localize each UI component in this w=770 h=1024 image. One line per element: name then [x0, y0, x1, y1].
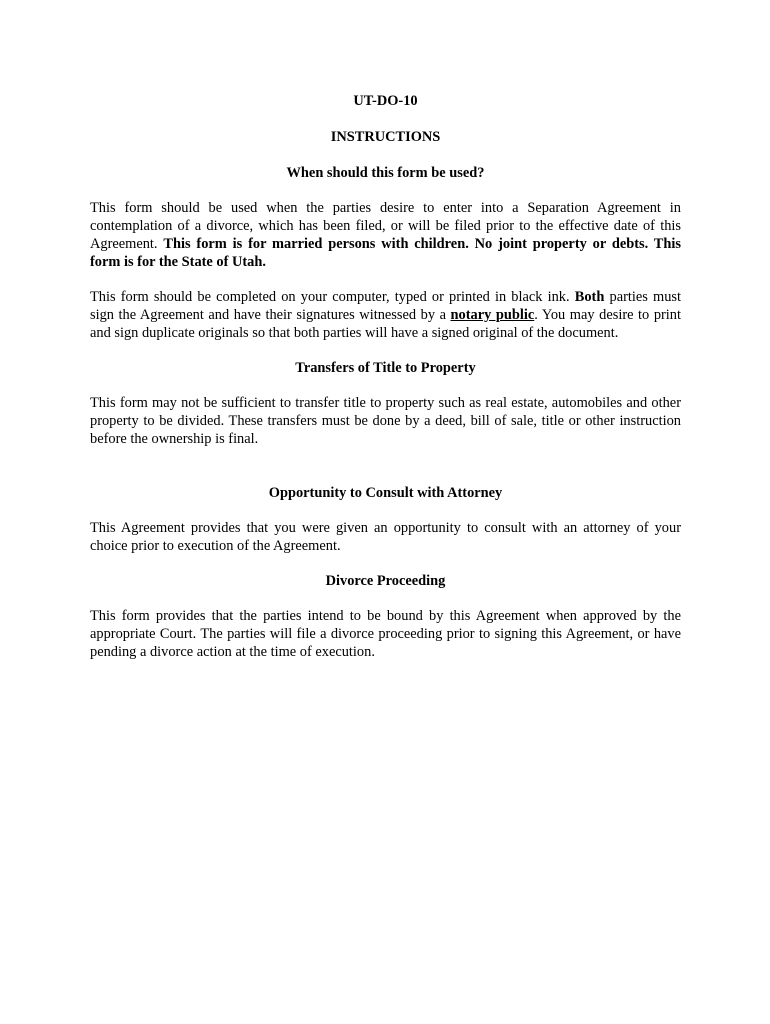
completion-text-a: This form should be completed on your computer, typed or printed in black ink.: [90, 289, 575, 305]
when-used-text: This form should be used when the parties desire to enter into a Separation Agreement in contemplation of a divorce, which has been filed, or will be filed prior to the effective date of this Agreement.: [90, 200, 681, 252]
transfers-heading: Transfers of Title to Property: [295, 360, 476, 376]
notary-public-text: notary public: [450, 307, 535, 323]
when-used-paragraph: [90, 199, 681, 271]
completion-text-c: . You may desire to print and sign duplicate originals so that both parties will have a signed original of the document.: [90, 307, 681, 341]
completion-bold-text: Both: [574, 289, 605, 305]
document-page: [90, 92, 681, 661]
divorce-heading: Divorce Proceeding: [325, 573, 446, 589]
when-used-heading: When should this form be used?: [286, 165, 485, 181]
attorney-paragraph: This Agreement provides that you were given an opportunity to consult with an attorney of your choice prior to execution of the Agreement.: [90, 520, 681, 554]
instructions-heading: INSTRUCTIONS: [330, 129, 441, 145]
transfers-paragraph: This form may not be sufficient to transfer title to property such as real estate, automobiles and other property to be divided. These transfers must be done by a deed, bill of sale, title or other instruction before the ownership is final.: [90, 395, 681, 447]
attorney-heading: Opportunity to Consult with Attorney: [268, 485, 503, 501]
completion-text-b: parties must sign the Agreement and have their signatures witnessed by a: [90, 289, 681, 323]
when-used-bold-text: This form is for married persons with children. No joint property or debts. This form is for the State of Utah.: [90, 236, 681, 270]
divorce-paragraph: This form provides that the parties intend to be bound by this Agreement when approved by the appropriate Court. The parties will file a divorce proceeding prior to signing this Agreement, or have pending a divorce action at the time of execution.: [90, 608, 681, 660]
completion-paragraph: [90, 288, 681, 342]
form-code: UT-DO-10: [353, 93, 418, 109]
